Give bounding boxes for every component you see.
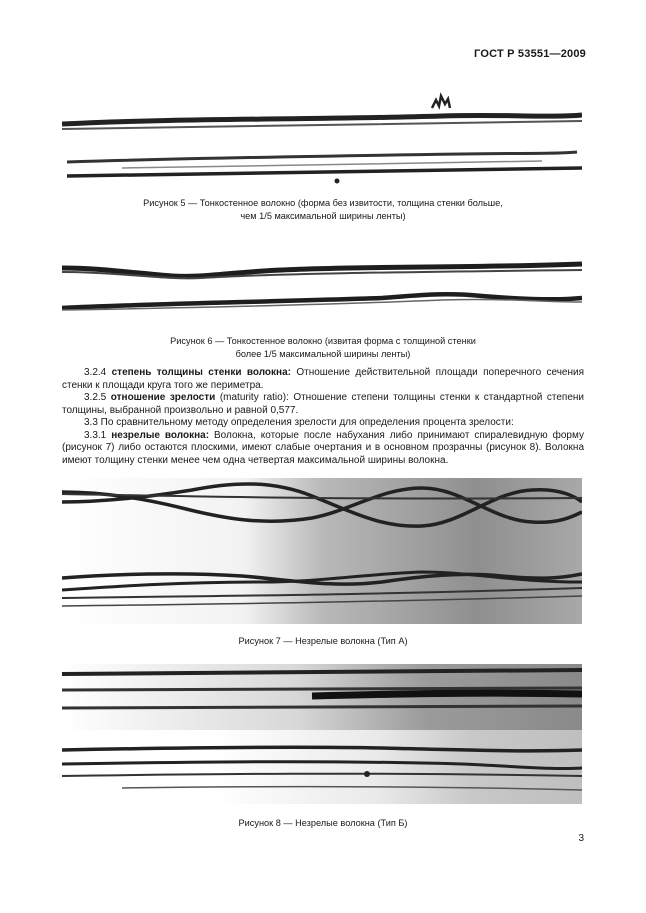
paragraph-number: 3.2.5 xyxy=(84,392,111,403)
paragraph-text: (maturity ratio): Отношение степени толщины стенки к стандартной степени толщины, выбранной произвольно и равной 0,577. xyxy=(62,392,584,416)
figure-6-image xyxy=(62,250,582,320)
paragraph-text: Отношение действительной площади поперечного сечения стенки к площади круга того же периметра. xyxy=(62,367,585,391)
paragraph-3-2-5 xyxy=(62,392,584,417)
figure-7-image xyxy=(62,478,582,624)
paragraph-number: 3.3.1 xyxy=(84,429,112,441)
paragraph-3-3-1 xyxy=(62,430,584,468)
caption-line: Рисунок 7 — Незрелые волокна (Тип А) xyxy=(238,636,408,646)
paragraph-text: Волокна, которые после набухания либо принимают спиралевидную форму (рисунок 7) либо остаются плоскими, имеют слабые очертания и в основном прозрачны (рисунок 8). Волокна имеют толщину стенки менее чем одна четвертая максимальной ширины волокна. xyxy=(62,429,584,466)
term: незрелые волокна: xyxy=(111,429,210,441)
caption-line: Рисунок 5 — Тонкостенное волокно (форма без извитости, толщина стенки больше, xyxy=(143,198,503,208)
figure-7-caption xyxy=(0,635,646,648)
figure-5-image xyxy=(62,88,582,188)
term: отношение зрелости xyxy=(110,392,216,403)
caption-line: Рисунок 6 — Тонкостенное волокно (извитая форма с толщиной стенки xyxy=(170,336,476,346)
caption-line: более 1/5 максимальной ширины ленты) xyxy=(235,349,411,359)
caption-line: Рисунок 8 — Незрелые волокна (Тип Б) xyxy=(238,818,408,828)
definitions-text xyxy=(62,367,584,467)
paragraph-3-2-4 xyxy=(62,367,584,392)
paragraph-number: 3.2.4 xyxy=(84,367,112,378)
figure-6-caption xyxy=(0,335,646,361)
term: степень толщины стенки волокна: xyxy=(111,367,291,378)
standard-id: ГОСТ Р 53551—2009 xyxy=(474,48,586,60)
paragraph-3-3 xyxy=(62,417,584,430)
paragraph-text: 3.3 По сравнительному методу определения зрелости для определения процента зрелости: xyxy=(84,417,514,428)
figure-8-image xyxy=(62,664,582,804)
figure-8-caption xyxy=(0,817,646,830)
caption-line: чем 1/5 максимальной ширины ленты) xyxy=(240,211,406,221)
figure-5-caption xyxy=(0,197,646,223)
page-number: 3 xyxy=(578,833,584,844)
